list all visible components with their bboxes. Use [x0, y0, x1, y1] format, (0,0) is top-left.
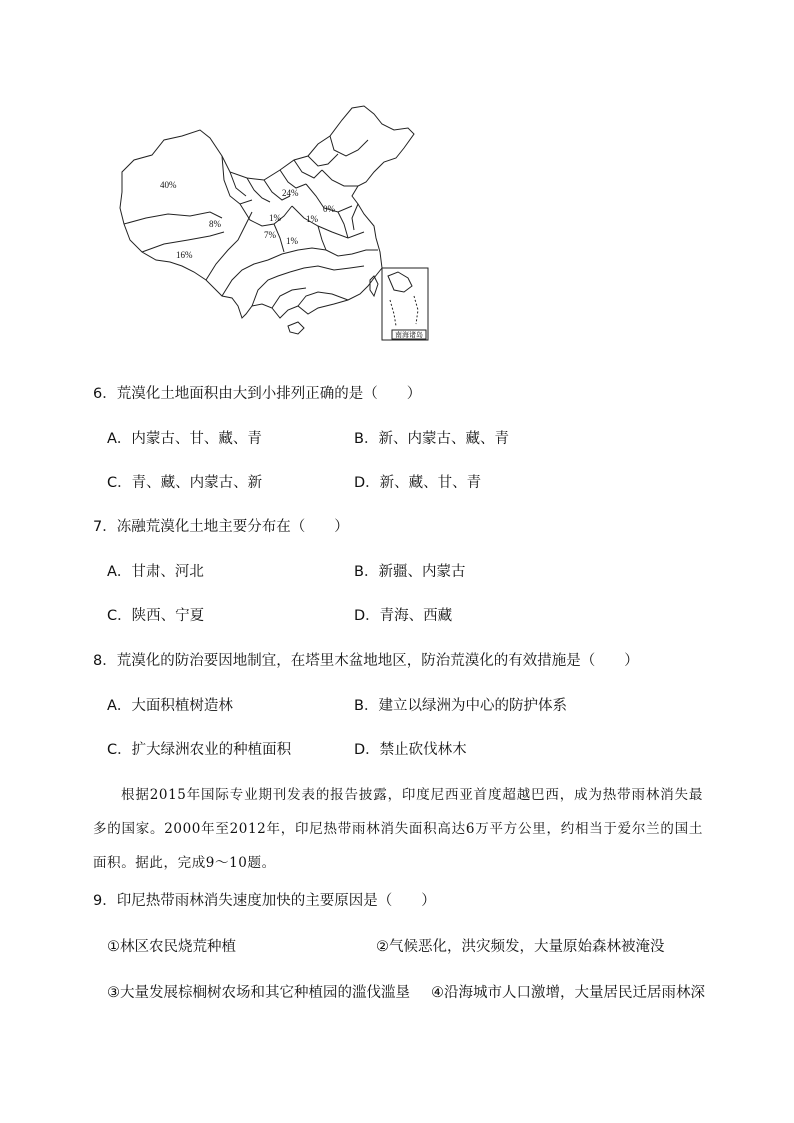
pct-label-shaanxi: 1%: [286, 236, 298, 246]
question-9-statement-2: ②气候恶化，洪灾频发，大量原始森林被淹没: [376, 939, 665, 955]
question-9-statement-1: ①林区农民烧荒种植: [107, 939, 236, 955]
question-6-stem: 6．荒漠化土地面积由大到小排列正确的是（ ）: [93, 386, 422, 402]
question-8-option-a[interactable]: A．大面积植树造林: [107, 698, 233, 714]
pct-label-shanxi: 1%: [306, 214, 318, 224]
question-9-stem: 9．印尼热带雨林消失速度加快的主要原因是（ ）: [93, 893, 436, 909]
question-7-option-b[interactable]: B．新疆、内蒙古: [354, 564, 466, 580]
pct-label-hebei: 0%: [323, 204, 335, 214]
question-7-stem: 7．冻融荒漠化土地主要分布在（ ）: [93, 519, 349, 535]
question-9-statement-4: ④沿海城市人口激增，大量居民迁居雨林深: [431, 985, 705, 1001]
south-china-sea-inset: [382, 268, 428, 340]
hainan-island: [288, 322, 304, 334]
question-6-option-b[interactable]: B．新、内蒙古、藏、青: [354, 431, 509, 447]
question-7-option-d[interactable]: D．青海、西藏: [354, 608, 453, 624]
question-6-option-c[interactable]: C．青、藏、内蒙古、新: [107, 475, 263, 491]
pct-label-qinghai: 8%: [209, 219, 221, 229]
question-8-option-c[interactable]: C．扩大绿洲农业的种植面积: [107, 742, 292, 758]
question-7-option-c[interactable]: C．陕西、宁夏: [107, 608, 205, 624]
question-7-option-a[interactable]: A．甘肃、河北: [107, 564, 204, 580]
pct-label-inner-mongolia: 24%: [282, 188, 299, 198]
inset-label: 南海诸岛: [395, 331, 423, 339]
pct-label-tibet: 16%: [176, 250, 193, 260]
question-8-option-b[interactable]: B．建立以绿洲为中心的防护体系: [354, 698, 567, 714]
pct-label-ningxia: 1%: [269, 213, 281, 223]
question-6-option-a[interactable]: A．内蒙古、甘、藏、青: [107, 431, 262, 447]
question-8-option-d[interactable]: D．禁止砍伐林木: [354, 742, 467, 758]
china-desertification-map: [112, 100, 432, 345]
question-6-option-d[interactable]: D．新、藏、甘、青: [354, 475, 482, 491]
china-map-svg: [112, 100, 432, 345]
taiwan-island: [370, 276, 378, 296]
question-9-statement-3: ③大量发展棕榈树农场和其它种植园的滥伐滥垦: [107, 985, 410, 1001]
question-8-stem: 8．荒漠化的防治要因地制宜，在塔里木盆地地区，防治荒漠化的有效措施是（ ）: [93, 653, 639, 669]
pct-label-gansu: 7%: [264, 230, 276, 240]
reading-passage: 根据2015年国际专业期刊发表的报告披露，印度尼西亚首度超越巴西，成为热带雨林消失最多的国家。2000年至2012年，印尼热带雨林消失面积高达6万平方公里，约相当于爱尔兰的国土面积。据此，完成9～10题。: [93, 787, 703, 871]
pct-label-xinjiang: 40%: [160, 180, 177, 190]
